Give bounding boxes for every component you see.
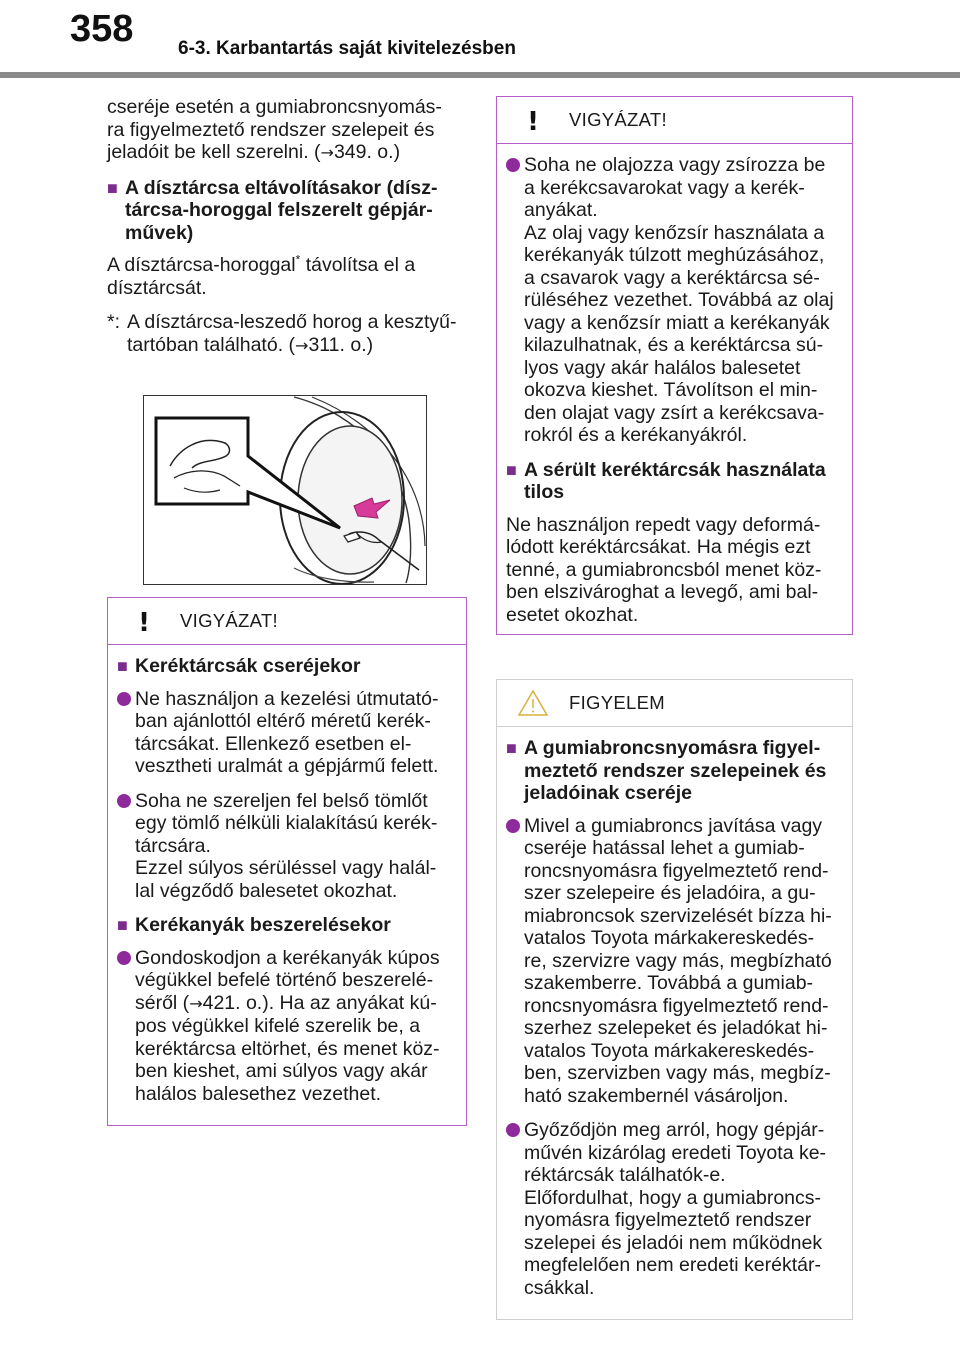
- intro-text: cseréje esetén a gumiabroncsnyomás- ra figyelmeztető rendszer szelepeit és jeladóit be kell szerelni. (: [107, 96, 442, 163]
- warning-bullet: [506, 154, 836, 447]
- section-title: 6-3. Karbantartás saját kivitelezésben: [178, 38, 516, 59]
- square-bullet-icon: ■: [107, 177, 118, 198]
- warning-section-text: Ne használjon repedt vagy deformá- lódott keréktárcsákat. Ha mégis ezt tenné, a gumiabroncsból menet köz- ben elszivároghat a levegő, ami bal- esetet okozhat.: [506, 513, 822, 626]
- warning-bullet-text: Gondoskodjon a kerékanyák kúpos végükkel befelé történő beszerelé- séről (: [135, 946, 440, 1014]
- footnote-text: A dísztárcsa-leszedő horog a kesztyű- tartóban található. (: [127, 311, 457, 356]
- notice-bullet: [506, 815, 836, 1108]
- warning-box-right: [496, 96, 853, 635]
- notice-body: [497, 727, 852, 1319]
- body-text-end: távolítsa el a dísztárcsát.: [107, 254, 416, 299]
- footnote-text-block: [127, 311, 457, 357]
- warning-body: [108, 645, 466, 1125]
- warning-reference-link[interactable]: 421. o.). Ha az anyákat kú- pos végükkel kifelé szerelik be, a keréktárcsa eltörhet, és menet köz- ben kieshet, ami súlyos vagy akár halálos balesethez vezethet.: [135, 991, 440, 1105]
- left-column: [107, 96, 467, 1136]
- warning-bullet-text: Soha ne szereljen fel belső tömlőt egy tömlő nélküli kialakítású kerék- tárcsára. Ezzel súlyos sérüléssel vagy halál- lal végződő balesetet okozhat.: [135, 789, 438, 902]
- header-rule: [0, 72, 960, 78]
- square-bullet-icon: ■: [506, 459, 517, 480]
- notice-subheading: [506, 737, 836, 805]
- warning-triangle-icon: [128, 607, 160, 635]
- warning-header: [497, 97, 852, 144]
- round-bullet-icon: [117, 688, 135, 778]
- round-bullet-icon: [117, 790, 135, 903]
- right-column: [496, 96, 853, 1330]
- warning-subheading: [117, 655, 450, 678]
- footnote: [107, 311, 467, 357]
- body-paragraph: [107, 254, 467, 299]
- page-header: [0, 0, 960, 78]
- round-bullet-icon: [506, 154, 524, 447]
- square-bullet-icon: ■: [117, 656, 128, 676]
- illustration-svg: [144, 396, 426, 584]
- asterisk-marker: *: [295, 252, 301, 267]
- hubcap: [298, 426, 402, 574]
- warning-header: [108, 598, 466, 645]
- hubcap-removal-illustration: [143, 395, 427, 585]
- warning-body: [497, 144, 852, 634]
- warning-bullet-text: Soha ne olajozza vagy zsírozza be a kerékcsavarokat vagy a kerék- anyákat. Az olaj vagy kenőzsír használata a kerékanyák túlzott meghúzásához, a csavarok vagy a keréktárcsa sé- rüléséhez vezethet. Továbbá az olaj vagy a kenőzsír miatt a kerékanyák kilazulhatnak, és a keréktárcsa sú- lyos vagy akár halálos balesetet okozva kieshet. Távolítson el min- den olajat vagy zsírt a kerékcsava- rokról és a kerékanyákról.: [524, 154, 834, 446]
- notice-title: FIGYELEM: [569, 691, 665, 713]
- subsection-heading: [107, 177, 467, 245]
- warning-bullet: [117, 688, 450, 778]
- arrow-icon: →: [295, 335, 309, 355]
- footnote-marker: *:: [107, 311, 121, 333]
- warning-subheading: [506, 459, 836, 504]
- square-bullet-icon: ■: [506, 738, 517, 758]
- round-bullet-icon: [506, 1119, 524, 1299]
- warning-box-left: [107, 597, 467, 1126]
- intro-reference-link[interactable]: 349. o.): [333, 141, 401, 163]
- warning-bullet-text-block: [135, 947, 440, 1106]
- notice-bullet-text: Győződjön meg arról, hogy gépjár- művén kizárólag eredeti Toyota ke- réktárcsák találhatók-e. Előfordulhat, hogy a gumiabroncs- nyomásra figyelmeztető rendszer szelepei és jeladói nem működnek megfelelően nem eredeti keréktár- csákkal.: [524, 1119, 827, 1299]
- warning-bullet: [117, 947, 450, 1106]
- warning-title: VIGYÁZAT!: [180, 609, 278, 631]
- warning-bullet-text: Ne használjon a kezelési útmutató- ban ajánlottól eltérő méretű kerék- tárcsákat. Ellenkező esetben el- vesztheti uralmát a gépjármű felett.: [135, 687, 439, 777]
- warning-subheading-text: Keréktárcsák cseréjekor: [135, 655, 361, 677]
- square-bullet-icon: ■: [117, 915, 128, 935]
- notice-bullet: [506, 1119, 836, 1299]
- warning-subheading-text: Kerékanyák beszerelésekor: [135, 914, 391, 936]
- notice-header: [497, 680, 852, 727]
- svg-text:!: !: [138, 608, 150, 635]
- notice-subheading-text: A gumiabroncsnyomásra figyel- meztető rendszer szelepeinek és jeladóinak cseréje: [524, 737, 827, 804]
- round-bullet-icon: [506, 815, 524, 1108]
- page-number: 358: [70, 8, 134, 50]
- warning-subheading: [117, 914, 450, 937]
- body-text-start: A dísztárcsa-horoggal: [107, 254, 296, 276]
- arrow-icon: →: [189, 993, 203, 1013]
- warning-subheading-text: A sérült keréktárcsák használata tilos: [524, 458, 826, 503]
- subsection-heading-text: A dísztárcsa eltávolításakor (dísz- tárcsa-horoggal felszerelt gépjár- művek): [125, 176, 438, 244]
- notice-bullet-text: Mivel a gumiabroncs javítása vagy cseréje hatással lehet a gumiab- roncsnyomásra figyelmeztető rend- szer szelepeire és jeladóira, a gu- miabroncsok szervizelését bízza hi- vatalos Toyota márkakereskedés- re, szervizre vagy más, megbízható szakemberre. Továbbá a gumiab- roncsnyomásra figyelmeztető rend- szerhez szelepeket és jeladókat hi- vatalos Toyota márkakereskedés- ben, szervizben vagy más, megbíz- ható szakembernél vásároljon.: [524, 814, 832, 1107]
- svg-text:!: !: [527, 107, 539, 134]
- warning-triangle-icon: [517, 106, 549, 134]
- warning-title: VIGYÁZAT!: [569, 108, 667, 130]
- round-bullet-icon: [117, 947, 135, 1106]
- notice-box: [496, 679, 853, 1320]
- warning-bullet: [117, 790, 450, 903]
- arrow-icon: →: [320, 143, 334, 162]
- intro-paragraph: [107, 96, 467, 165]
- caution-triangle-icon: [517, 689, 549, 717]
- footnote-reference-link[interactable]: 311. o.): [308, 333, 374, 356]
